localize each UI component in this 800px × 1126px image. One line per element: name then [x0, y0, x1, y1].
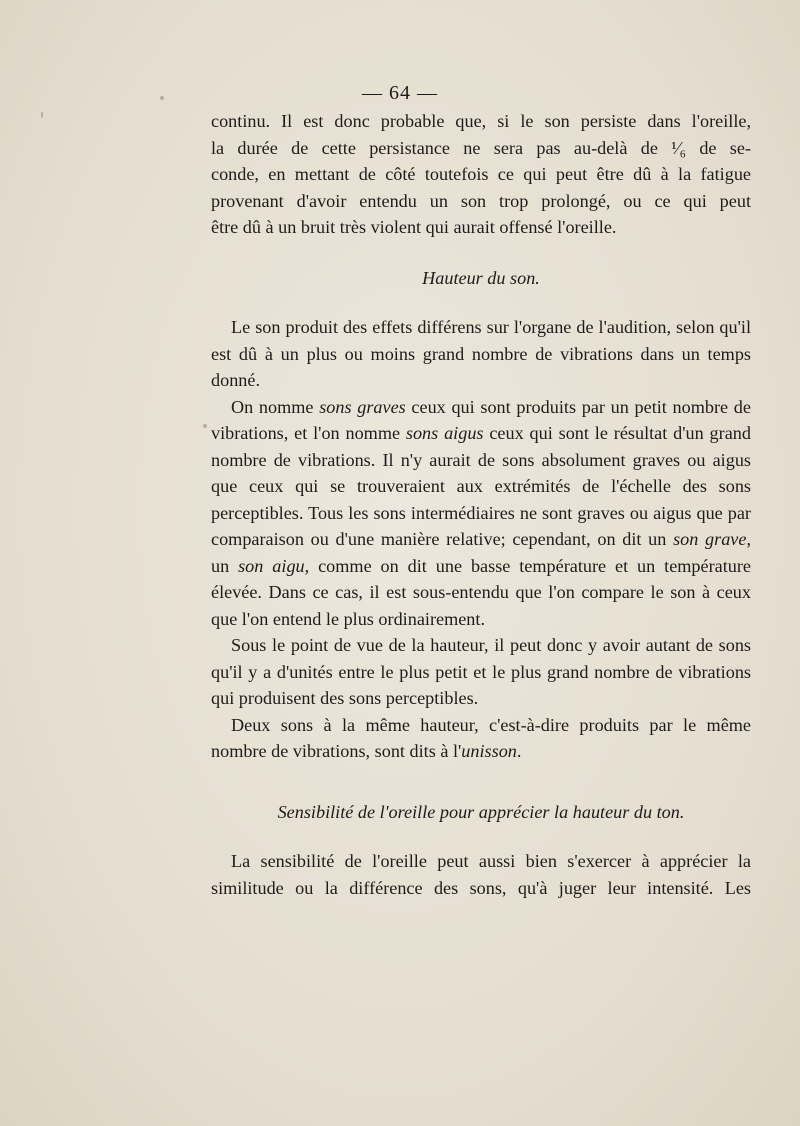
text-run: , comme on dit une basse température et un température élevée. Dans ce cas, il est sous-entendu que l'on compare le son à ceux que l'on entend le plus ordinairement.	[211, 555, 752, 629]
section-heading: Hauteur du son.	[422, 268, 540, 288]
text-run: On nomme	[231, 396, 320, 417]
ink-spot	[203, 424, 207, 428]
text-line: provenant d'avoir entendu un son trop prolongé, ou ce qui peut	[211, 190, 751, 211]
term: sons aigus	[405, 423, 484, 443]
term: son aigu	[238, 555, 305, 576]
term: unisson	[461, 741, 517, 761]
text-run: ceux qui sont le résultat d'un grand nombre de vibrations. Il n'y aurait de sons absolument graves ou aigus que ceux qui se trouveraient aux extrémités de l'échelle des sons perceptibles. Tous les sons intermédiaires ne sont graves ou aigus que par comparaison ou d'une manière relative; cependant, on dit un	[211, 423, 751, 549]
text-line: la durée de cette persistance ne sera pas au-delà de ¹⁄₆ de se-	[211, 137, 751, 158]
text-run: ceux qui sont produits par un petit nombre de vibrations, et l'on nomme	[211, 396, 751, 443]
term: son grave	[673, 529, 747, 549]
section-body	[211, 314, 751, 765]
text-line: être dû à un bruit très violent qui aurait offensé l'oreille.	[211, 217, 617, 237]
paragraph	[211, 712, 751, 765]
text-run: .	[516, 741, 522, 761]
paragraph-continuation	[211, 108, 751, 241]
paragraph	[211, 394, 751, 633]
paragraph: Sous le point de vue de la hauteur, il peut donc y avoir autant de sons qu'il y a d'unités entre le plus petit et le plus grand nombre de vibrations qui produisent des sons perceptibles.	[211, 635, 751, 708]
text-run: Deux sons à la même hauteur, c'est-à-dire produits par le même nombre de vibrations, sont dits à l'	[211, 714, 751, 761]
page-number: — 64 —	[362, 82, 438, 104]
paragraph: La sensibilité de l'oreille peut aussi bien s'exercer à apprécier la similitude ou la différence des sons, qu'à juger leur intensité. Les	[211, 851, 751, 898]
paragraph: Le son produit des effets différens sur l'organe de l'audition, selon qu'il est dû à un plus ou moins grand nombre de vibrations dans un temps donné.	[211, 317, 751, 390]
term: sons graves	[319, 396, 406, 417]
text-line: continu. Il est donc probable que, si le son persiste dans l'oreille,	[211, 111, 751, 131]
ink-spot	[41, 112, 43, 118]
section-body	[211, 848, 751, 901]
section-heading: Sensibilité de l'oreille pour apprécier la hauteur du ton.	[277, 802, 685, 822]
text-line: conde, en mettant de côté toutefois ce qui peut être dû à la fatigue	[211, 164, 751, 184]
text-run: , un	[211, 529, 751, 576]
